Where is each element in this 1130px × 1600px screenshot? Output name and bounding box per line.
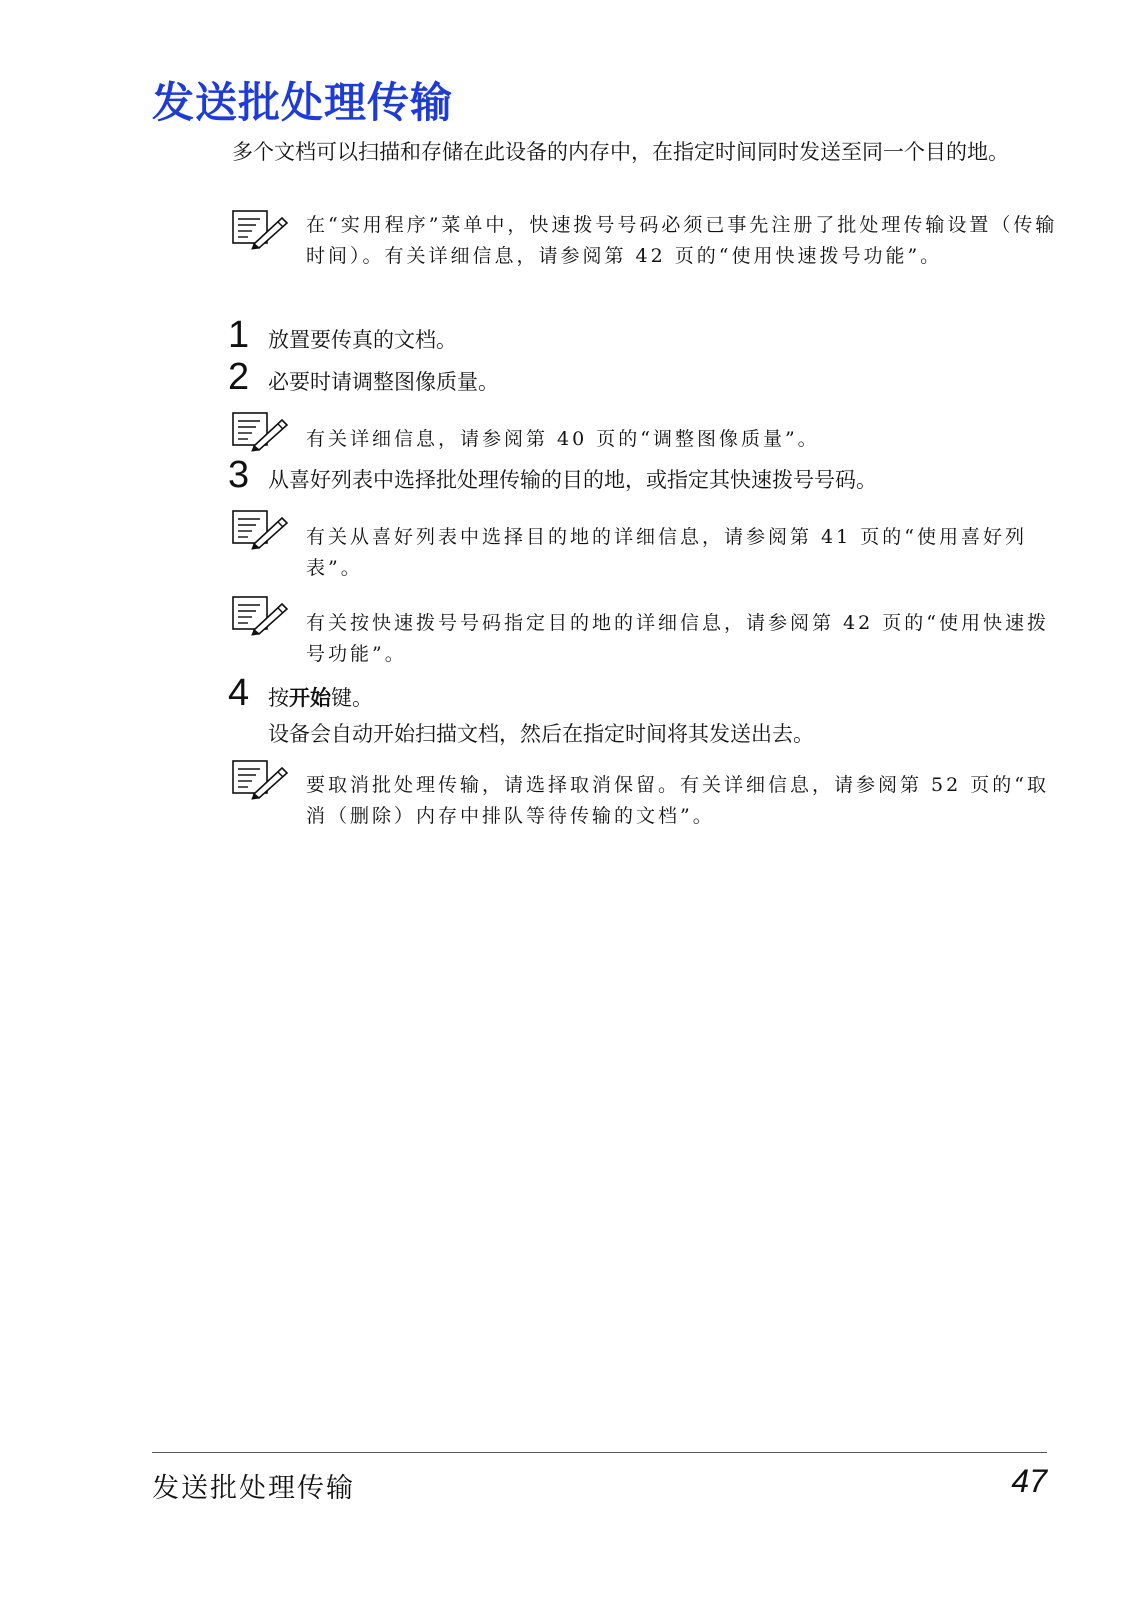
note-text: 有关详细信息，请参阅第 40 页的“调整图像质量”。	[306, 428, 820, 450]
step-text: 从喜好列表中选择批处理传输的目的地，或指定其快速拨号号码。	[268, 468, 877, 492]
note-pencil-icon	[232, 510, 290, 550]
step-text-suffix: 键。	[331, 686, 373, 710]
step-text-prefix: 按	[268, 686, 289, 710]
step-number: 1	[228, 314, 250, 356]
footer-title: 发送批处理传输	[152, 1473, 355, 1504]
step-number: 3	[228, 454, 250, 496]
note-pencil-icon	[232, 760, 290, 800]
note-pencil-icon	[232, 210, 290, 250]
note-text: 有关按快速拨号号码指定目的地的详细信息，请参阅第 42 页的“使用快速拨号功能”。	[306, 612, 1049, 665]
footer-divider	[152, 1452, 1047, 1453]
step-number: 2	[228, 356, 250, 398]
page-number: 47	[1011, 1463, 1047, 1499]
note-text: 在“实用程序”菜单中，快速拨号号码必须已事先注册了批处理传输设置（传输时间）。有关详细信息，请参阅第 42 页的“使用快速拨号功能”。	[306, 214, 1058, 267]
intro-paragraph: 多个文档可以扫描和存储在此设备的内存中，在指定时间同时发送至同一个目的地。	[232, 140, 1009, 164]
step-text: 必要时请调整图像质量。	[268, 370, 499, 394]
start-key-label: 开始	[289, 686, 331, 710]
page-title: 发送批处理传输	[152, 78, 454, 127]
note-text: 有关从喜好列表中选择目的地的详细信息，请参阅第 41 页的“使用喜好列表”。	[306, 526, 1027, 579]
note-pencil-icon	[232, 412, 290, 452]
step-text	[268, 682, 373, 712]
step-4-detail: 设备会自动开始扫描文档，然后在指定时间将其发送出去。	[268, 722, 814, 746]
note-pencil-icon	[232, 596, 290, 636]
step-number: 4	[228, 672, 250, 714]
note-text: 要取消批处理传输，请选择取消保留。有关详细信息，请参阅第 52 页的“取消（删除）内存中排队等待传输的文档”。	[306, 774, 1049, 827]
step-text: 放置要传真的文档。	[268, 328, 457, 352]
